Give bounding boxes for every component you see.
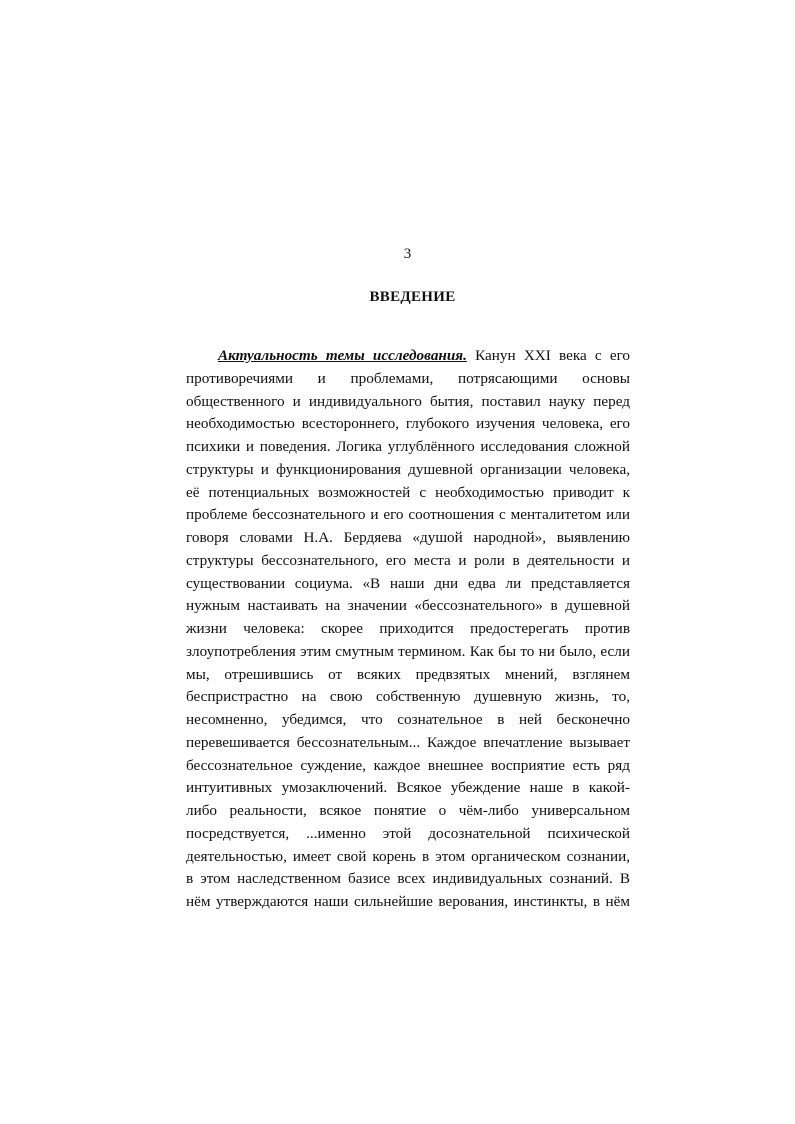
- body-paragraph: [186, 345, 630, 914]
- paragraph-line: либо реальности, всякое понятие о чём-либо универсальном: [186, 802, 630, 819]
- paragraph-first-line: [186, 345, 630, 368]
- paragraph-line: противоречиями и проблемами, потрясающими основы: [186, 369, 630, 387]
- paragraph-line: злоупотребления этим смутным термином. Как бы то ни было, если: [186, 642, 630, 660]
- paragraph-line: существовании социума. «В наши дни едва ли представляется: [186, 574, 630, 592]
- paragraph-line: деятельностью, имеет свой корень в этом органическом сознании,: [186, 847, 630, 865]
- paragraph-line: говоря словами Н.А. Бердяева «душой народной», выявлению: [186, 529, 630, 546]
- paragraph-line: интуитивных умозаключений. Всякое убеждение наше в какой-: [186, 779, 630, 797]
- paragraph-line: в этом наследственном базисе всех индивидуальных сознаний. В: [186, 870, 630, 888]
- paragraph-line: несомненно, убедимся, что сознательное в ней бесконечно: [186, 711, 630, 728]
- paragraph-line: жизни человека: скорее приходится предостерегать против: [186, 620, 630, 637]
- paragraph-line: беспристрастно на свою собственную душевную жизнь, то,: [186, 688, 630, 706]
- paragraph-line: нужным настаивать на значении «бессознательного» в душевной: [186, 597, 630, 615]
- paragraph-line: посредствуется, ...именно этой досознательной психической: [186, 824, 630, 842]
- paragraph-lead: Актуальность темы исследования.: [218, 347, 467, 364]
- paragraph-line: бессознательное суждение, каждое внешнее восприятие есть ряд: [186, 756, 630, 774]
- paragraph-first-line-rest: Канун XXI века с его: [475, 347, 631, 364]
- paragraph-line: её потенциальных возможностей с необходимостью приводит к: [186, 483, 630, 501]
- paragraph-line: нём утверждаются наши сильнейшие верования, инстинкты, в нём: [186, 893, 630, 910]
- paragraph-line: психики и поведения. Логика углублённого исследования сложной: [186, 438, 630, 455]
- paragraph-line: мы, отрешившись от всяких предвзятых мнений, взглянем: [186, 665, 630, 683]
- paragraph-line: необходимостью всестороннего, глубокого изучения человека, его: [186, 415, 630, 433]
- paragraph-line: общественного и индивидуального бытия, поставил науку перед: [186, 392, 630, 410]
- paragraph-line: структуры бессознательного, его места и роли в деятельности и: [186, 551, 630, 569]
- page-number: 3: [403, 246, 412, 262]
- paragraph-line: структуры и функционирования душевной организации человека,: [186, 460, 630, 478]
- paragraph-line: проблеме бессознательного и его соотношения с менталитетом или: [186, 506, 630, 524]
- paragraph-line: перевешивается бессознательным... Каждое впечатление вызывает: [186, 733, 630, 751]
- section-heading: ВВЕДЕНИЕ: [369, 289, 456, 305]
